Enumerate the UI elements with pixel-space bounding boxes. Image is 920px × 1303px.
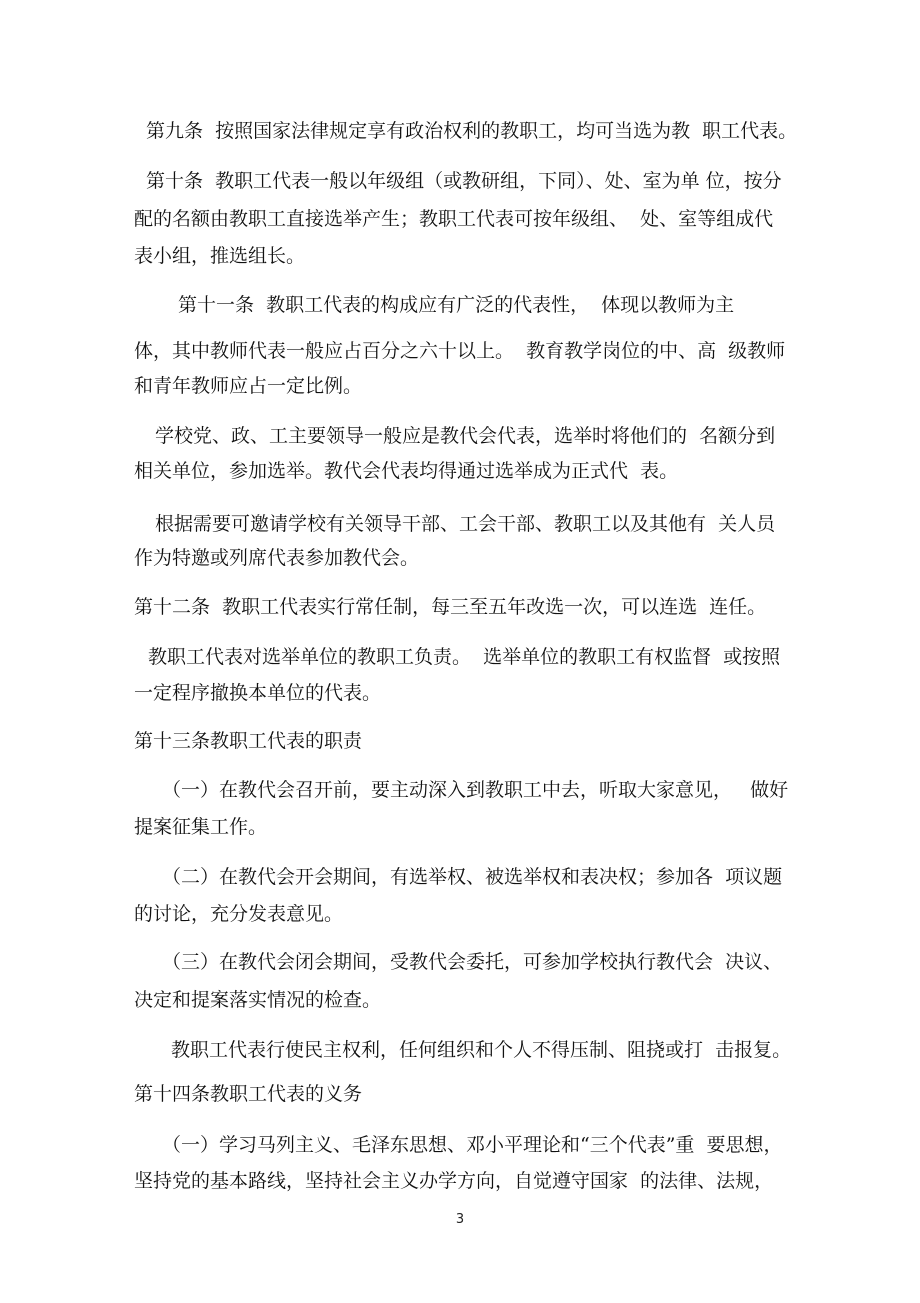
text-line: （二）在教代会开会期间，有选举权、被选举权和表决权；参加各 项议题 — [162, 866, 783, 888]
text-line: 体，其中教师代表一般应占百分之六十以上。 教育教学岗位的中、高 级教师 — [134, 340, 786, 362]
text-line: 提案征集工作。 — [134, 816, 268, 838]
text-line: 第十条 教职工代表一般以年级组（或教研组，下同）、处、室为单 位，按分 — [146, 170, 782, 192]
text-line: （一）学习马列主义、毛泽东思想、邓小平理论和“三个代表”重 要思想， — [162, 1134, 783, 1156]
text-line: 相关单位，参加选举。教代会代表均得通过选举成为正式代 表。 — [134, 460, 679, 482]
text-line: 第十一条 教职工代表的构成应有广泛的代表性， 体现以教师为主 — [178, 294, 735, 316]
text-line: 的讨论，充分发表意见。 — [134, 903, 344, 925]
page-number: 3 — [455, 1212, 465, 1227]
text-line: 决定和提案落实情况的检查。 — [134, 989, 382, 1011]
text-line: 第十三条教职工代表的职责 — [134, 730, 363, 752]
text-line: 作为特邀或列席代表参加教代会。 — [134, 547, 420, 569]
text-line: 第九条 按照国家法律规定享有政治权利的教职工，均可当选为教 职工代表。 — [146, 120, 798, 142]
text-line: 配的名额由教职工直接选举产生；教职工代表可按年级组、 处、室等组成代 — [134, 208, 774, 230]
text-line: 教职工代表对选举单位的教职工负责。 选举单位的教职工有权监督 或按照 — [148, 646, 781, 668]
text-line: （三）在教代会闭会期间，受教代会委托，可参加学校执行教代会 决议、 — [162, 951, 783, 973]
text-line: （一）在教代会召开前，要主动深入到教职工中去，听取大家意见， 做好 — [162, 779, 789, 801]
text-line: 和青年教师应占一定比例。 — [134, 375, 363, 397]
text-line: 一定程序撤换本单位的代表。 — [134, 682, 382, 704]
text-line: 表小组，推选组长。 — [134, 245, 306, 267]
text-line: 第十二条 教职工代表实行常任制，每三至五年改选一次，可以连选 连任。 — [134, 596, 767, 618]
text-line: 第十四条教职工代表的义务 — [134, 1083, 363, 1105]
text-line: 根据需要可邀请学校有关领导干部、工会干部、教职工以及其他有 关人员 — [155, 513, 776, 535]
text-line: 教职工代表行使民主权利，任何组织和个人不得压制、阻挠或打 击报复。 — [171, 1039, 792, 1061]
text-line: 学校党、政、工主要领导一般应是教代会代表，选举时将他们的 名额分到 — [155, 425, 776, 447]
text-line: 坚持党的基本路线，坚持社会主义办学方向，自觉遵守国家 的法律、法规， — [134, 1170, 774, 1192]
